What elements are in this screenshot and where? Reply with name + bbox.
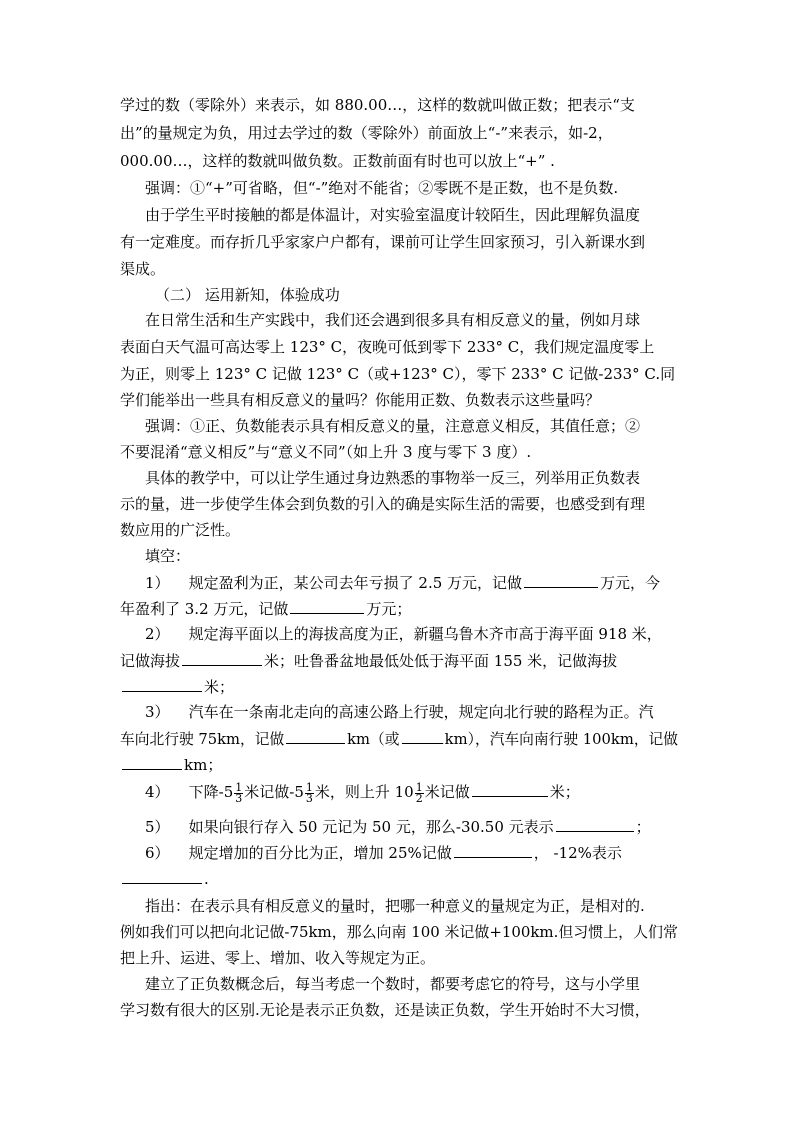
question-number: 4） (145, 783, 170, 801)
paragraph-line: 具体的教学中，可以让学生通过身边熟悉的事物举一反三，列举用正负数表 (145, 469, 641, 487)
question-number: 6） (145, 844, 170, 862)
answer-blank[interactable] (122, 868, 202, 884)
answer-blank[interactable] (556, 816, 634, 832)
answer-blank[interactable] (472, 781, 548, 797)
paragraph-line: 指出：在表示具有相反意义的量时，把哪一种意义的量规定为正，是相对的. (145, 897, 645, 915)
question-2: 2） 规定海平面以上的海拔高度为正，新疆乌鲁木齐市高于海平面 918 米， (145, 625, 662, 643)
question-3: 3） 汽车在一条南北走向的高速公路上行驶，规定向北行驶的路程为正。汽 (145, 703, 654, 721)
question-number: 3） (145, 703, 170, 721)
fraction: $\frac{1}{2}$ (415, 780, 423, 805)
paragraph-line: 渠成。 (120, 260, 166, 278)
question-6-cont: . (120, 868, 209, 888)
paragraph-line: 不要混淆“意义相反”与“意义不同”（如上升 3 度与零下 3 度）. (120, 443, 532, 461)
paragraph-line: 数应用的广泛性。 (120, 521, 241, 539)
answer-blank[interactable] (454, 842, 532, 858)
answer-blank[interactable] (524, 572, 598, 588)
question-3-cont: 车向北行驶 75km，记做 km（或 km），汽车向南行驶 100km，记做 (120, 730, 679, 748)
paragraph-line: 000.00…，这样的数就叫做负数。正数前面有时也可以放上“+” . (120, 152, 555, 170)
paragraph-line: 为正，则零上 123° C 记做 123° C（或+123° C），零下 233° C 记做-233° C.同 (120, 365, 676, 383)
paragraph-line: 学习数有很大的区别.无论是表示正负数，还是读正负数，学生开始时不大习惯， (120, 1001, 650, 1019)
paragraph-line: 例如我们可以把向北记做-75km，那么向南 100 米记做+100km.但习惯上，人们常 (120, 923, 678, 941)
paragraph-line: 在日常生活和生产实践中，我们还会遇到很多具有相反意义的量，例如月球 (145, 311, 641, 329)
paragraph-line: 有一定难度。而存折几乎家家户户都有，课前可让学生回家预习，引入新课水到 (120, 233, 646, 251)
paragraph-line: 学过的数（零除外）来表示，如 880.00…，这样的数就叫做正数；把表示“支 (120, 96, 635, 114)
question-number: 5） (145, 818, 170, 836)
answer-blank[interactable] (401, 728, 442, 744)
question-4: 4） 下降-5 $\frac{1}{3}$ 米记做-5 $\frac{1}{3}$ 米，则上升 10 $\frac{1}{2}$ 米记做 米； (145, 780, 580, 805)
question-2-cont: 记做海拔 米；吐鲁番盆地最低处低于海平面 155 米，记做海拔 (120, 652, 618, 670)
question-3-cont: km； (120, 754, 222, 774)
question-5: 5） 如果向银行存入 50 元记为 50 元，那么-30.50 元表示 ； (145, 818, 651, 836)
question-2-cont: 米； (120, 676, 234, 696)
paragraph-line: 示的量，进一步使学生体会到负数的引入的确是实际生活的需要，也感受到有理 (120, 495, 646, 513)
paragraph-line: 建立了正负数概念后，每当考虑一个数时，都要考虑它的符号，这与小学里 (145, 975, 641, 993)
question-number: 2） (145, 625, 170, 643)
emphasis-line: 强调：①“+”可省略，但“-”绝对不能省；②零既不是正数，也不是负数. (145, 179, 619, 197)
paragraph-line: 由于学生平时接触的都是体温计，对实验室温度计较陌生，因此理解负温度 (145, 206, 641, 224)
paragraph-line: 把上升、运进、零上、增加、收入等规定为正。 (120, 949, 436, 967)
fill-in-heading: 填空： (145, 547, 191, 565)
question-6: 6） 规定增加的百分比为正，增加 25%记做 ， -12%表示 (145, 844, 622, 862)
answer-blank[interactable] (290, 598, 364, 614)
paragraph-line: 学们能举出一些具有相反意义的量吗？你能用正数、负数表示这些量吗？ (120, 391, 601, 409)
answer-blank[interactable] (182, 650, 262, 666)
emphasis-line: 强调：①正、负数能表示具有相反意义的量，注意意义相反，其值任意；② (145, 417, 641, 435)
fraction: $\frac{1}{3}$ (305, 780, 313, 805)
question-1: 1） 规定盈利为正，某公司去年亏损了 2.5 万元，记做 万元，今 (145, 574, 661, 592)
answer-blank[interactable] (122, 676, 202, 692)
fraction: $\frac{1}{3}$ (235, 780, 243, 805)
section-heading: （二） 运用新知，体验成功 (155, 286, 340, 304)
paragraph-line: 表面白天气温可高达零上 123° C，夜晚可低到零下 233° C，我们规定温度零上 (120, 338, 655, 356)
answer-blank[interactable] (286, 728, 345, 744)
answer-blank[interactable] (122, 754, 182, 770)
question-number: 1） (145, 574, 170, 592)
question-1-cont: 年盈利了 3.2 万元，记做 万元； (120, 600, 412, 618)
paragraph-line: 出”的量规定为负，用过去学过的数（零除外）前面放上“-”来表示，如-2， (120, 124, 613, 142)
